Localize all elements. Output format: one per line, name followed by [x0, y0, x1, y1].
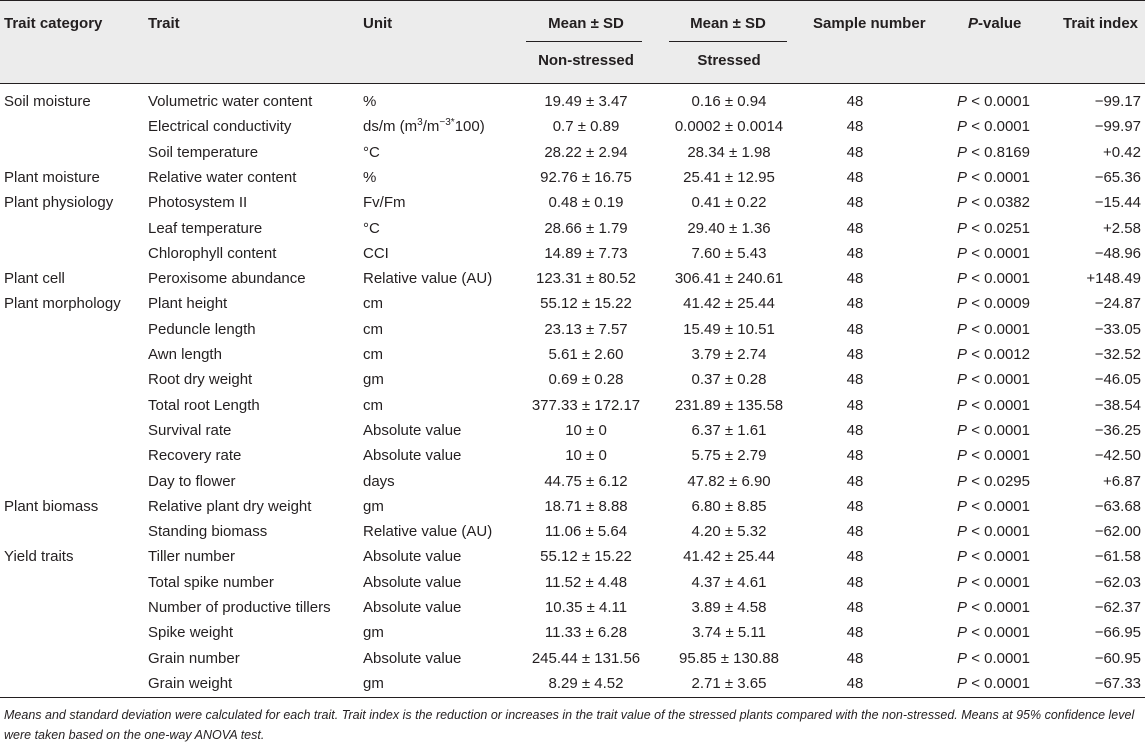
- p-symbol: P: [957, 295, 968, 313]
- cell-mean-non-stressed: 5.61 ± 2.60: [548, 346, 624, 363]
- p-value-text: < 0.0001: [971, 244, 1030, 262]
- p-value-text: < 0.0251: [971, 219, 1030, 237]
- p-value-text: < 0.0001: [971, 93, 1030, 110]
- p-value-text: < 0.0001: [971, 624, 1030, 642]
- cell-unit: gm: [363, 371, 384, 389]
- cell-trait-index: −62.00: [1094, 523, 1141, 541]
- cell-trait: Awn length: [148, 346, 222, 363]
- p-symbol: P: [957, 118, 968, 136]
- p-symbol: P: [957, 270, 968, 288]
- table-row: [0, 620, 1145, 645]
- cell-p-value: [957, 321, 1030, 338]
- cell-p-value: [957, 397, 1030, 414]
- cell-mean-stressed: 3.89 ± 4.58: [691, 599, 767, 616]
- cell-sample-number: 48: [846, 346, 864, 363]
- header-stressed: Stressed: [697, 52, 761, 69]
- cell-sample-number: 48: [846, 168, 864, 186]
- cell-sample-number: 48: [846, 143, 864, 161]
- table-row: [0, 519, 1145, 544]
- table-footnote: Means and standard deviation were calculated for each trait. Trait index is the reduction or increases in the trait value of the stressed plants compared with the non-stressed. Means at 95% confidence level were taken based on the one-way ANOVA test.: [4, 708, 1135, 742]
- cell-mean-stressed: 41.42 ± 25.44: [683, 548, 775, 566]
- table-row: [0, 469, 1145, 494]
- cell-unit: Absolute value: [363, 649, 462, 667]
- cell-p-value: [957, 118, 1030, 135]
- cell-mean-stressed: 4.20 ± 5.32: [691, 523, 767, 541]
- cell-sample-number: 48: [846, 523, 864, 541]
- cell-trait: Plant height: [148, 295, 228, 313]
- cell-mean-stressed: 231.89 ± 135.58: [674, 396, 784, 414]
- p-value-text: < 0.0001: [971, 573, 1030, 591]
- cell-sample-number: 48: [846, 447, 864, 465]
- table-row: [0, 241, 1145, 266]
- p-value-text: < 0.0001: [971, 270, 1030, 288]
- cell-mean-stressed: 5.75 ± 2.79: [691, 447, 767, 465]
- cell-mean-stressed: 6.80 ± 8.85: [691, 497, 767, 515]
- cell-mean-stressed: 41.42 ± 25.44: [683, 295, 775, 313]
- p-value-text: < 0.0001: [971, 421, 1030, 439]
- cell-sample-number: 48: [846, 270, 864, 288]
- p-symbol: P: [957, 320, 968, 338]
- cell-unit: °C: [363, 143, 380, 161]
- header-trait-index: Trait index: [1063, 15, 1139, 32]
- cell-p-value: [957, 245, 1030, 262]
- cell-mean-non-stressed: 0.7 ± 0.89: [552, 118, 620, 136]
- cell-sample-number: 48: [846, 497, 864, 515]
- cell-unit: cm: [363, 396, 383, 414]
- p-value-text: < 0.0012: [971, 346, 1030, 363]
- cell-sample-number: 48: [846, 93, 864, 110]
- cell-trait-index: −66.95: [1094, 624, 1141, 642]
- table-row: [0, 418, 1145, 443]
- table-row: [0, 317, 1145, 342]
- cell-trait: Relative plant dry weight: [148, 497, 312, 515]
- cell-sample-number: 48: [846, 396, 864, 414]
- p-symbol: P: [957, 599, 968, 616]
- cell-p-value: [957, 599, 1030, 616]
- cell-p-value: [957, 624, 1030, 641]
- cell-trait: Day to flower: [148, 472, 236, 490]
- table-row: [0, 570, 1145, 595]
- cell-trait: Relative water content: [148, 168, 297, 186]
- cell-trait-index: −24.87: [1094, 295, 1141, 313]
- p-value-text: < 0.0009: [971, 295, 1030, 313]
- unit-part: −3*: [439, 117, 455, 129]
- cell-mean-stressed: 6.37 ± 1.61: [691, 421, 767, 439]
- cell-p-value: [957, 93, 1030, 110]
- p-value-text: < 0.0001: [971, 371, 1030, 389]
- cell-mean-non-stressed: 55.12 ± 15.22: [540, 295, 632, 313]
- cell-sample-number: 48: [846, 674, 864, 692]
- cell-unit: [363, 118, 485, 135]
- cell-sample-number: 48: [846, 573, 864, 591]
- cell-mean-non-stressed: 10 ± 0: [565, 421, 607, 439]
- cell-trait-category: Plant biomass: [4, 497, 99, 515]
- cell-unit: gm: [363, 624, 384, 642]
- p-symbol: P: [957, 168, 968, 186]
- cell-p-value: [957, 574, 1030, 591]
- cell-unit: Relative value (AU): [363, 270, 493, 288]
- unit-part: ds/m (m: [363, 118, 418, 136]
- cell-p-value: [957, 169, 1030, 186]
- cell-mean-stressed: 4.37 ± 4.61: [691, 573, 767, 591]
- cell-sample-number: 48: [846, 421, 864, 439]
- p-value-text: < 0.0001: [971, 649, 1030, 667]
- table-row: [0, 89, 1145, 114]
- cell-p-value: [957, 498, 1030, 515]
- table-bottom-rule: [0, 697, 1145, 698]
- cell-p-value: [957, 346, 1030, 363]
- table-header: [0, 0, 1145, 84]
- cell-p-value: [957, 220, 1030, 237]
- header-p-value: P-value: [968, 15, 1022, 32]
- cell-unit: %: [363, 93, 377, 110]
- table-row: [0, 367, 1145, 392]
- table-row: [0, 595, 1145, 620]
- p-value-text: < 0.8169: [971, 143, 1030, 161]
- unit-part: 3: [417, 117, 423, 129]
- cell-unit: %: [363, 168, 377, 186]
- p-symbol: P: [957, 93, 968, 110]
- table-row: [0, 443, 1145, 468]
- p-symbol: P: [957, 346, 968, 363]
- cell-mean-non-stressed: 55.12 ± 15.22: [540, 548, 632, 566]
- p-symbol: P: [957, 674, 968, 692]
- cell-mean-stressed: 28.34 ± 1.98: [687, 143, 771, 161]
- cell-unit: CCI: [363, 244, 389, 262]
- cell-sample-number: 48: [846, 320, 864, 338]
- cell-sample-number: 48: [846, 599, 864, 616]
- cell-unit: Relative value (AU): [363, 523, 493, 541]
- table-row: [0, 165, 1145, 190]
- cell-mean-non-stressed: 123.31 ± 80.52: [536, 270, 636, 288]
- cell-trait: Peroxisome abundance: [148, 270, 306, 288]
- cell-mean-stressed: 0.41 ± 0.22: [691, 194, 767, 212]
- cell-mean-stressed: 0.0002 ± 0.0014: [674, 118, 784, 136]
- cell-mean-non-stressed: 10.35 ± 4.11: [544, 599, 628, 616]
- cell-p-value: [957, 447, 1030, 464]
- p-value-text: < 0.0001: [971, 497, 1030, 515]
- p-symbol: P: [957, 548, 968, 566]
- cell-sample-number: 48: [846, 548, 864, 566]
- cell-mean-non-stressed: 18.71 ± 8.88: [544, 497, 628, 515]
- cell-trait-index: +148.49: [1086, 270, 1141, 288]
- cell-mean-stressed: 25.41 ± 12.95: [683, 168, 775, 186]
- cell-trait-index: −15.44: [1094, 194, 1141, 212]
- cell-unit: Absolute value: [363, 573, 462, 591]
- header-non-stressed: Non-stressed: [538, 52, 634, 69]
- header-mean-sd-stressed: Mean ± SD: [690, 15, 766, 32]
- cell-mean-non-stressed: 23.13 ± 7.57: [544, 320, 628, 338]
- cell-mean-non-stressed: 0.69 ± 0.28: [548, 371, 624, 389]
- cell-trait: Soil temperature: [148, 143, 259, 161]
- cell-trait-category: Yield traits: [4, 548, 74, 566]
- cell-trait-index: +0.42: [1103, 143, 1141, 161]
- cell-trait-index: −46.05: [1094, 371, 1141, 389]
- p-value-text: < 0.0001: [971, 320, 1030, 338]
- table-row: [0, 393, 1145, 418]
- p-value-text: < 0.0001: [971, 118, 1030, 136]
- header-unit: Unit: [363, 15, 393, 32]
- p-symbol: P: [957, 421, 968, 439]
- cell-trait: Root dry weight: [148, 371, 253, 389]
- cell-sample-number: 48: [846, 194, 864, 212]
- cell-mean-non-stressed: 0.48 ± 0.19: [548, 194, 624, 212]
- p-value-text: < 0.0001: [971, 674, 1030, 692]
- cell-trait: Grain weight: [148, 674, 233, 692]
- p-symbol: P: [957, 396, 968, 414]
- cell-trait: Volumetric water content: [148, 93, 313, 110]
- cell-mean-stressed: 95.85 ± 130.88: [679, 649, 779, 667]
- cell-trait-category: Plant moisture: [4, 168, 100, 186]
- p-value-text: < 0.0001: [971, 523, 1030, 541]
- table-row: [0, 494, 1145, 519]
- cell-p-value: [957, 371, 1030, 388]
- cell-trait-index: +2.58: [1103, 219, 1141, 237]
- cell-sample-number: 48: [846, 295, 864, 313]
- cell-mean-stressed: 3.74 ± 5.11: [692, 624, 766, 642]
- cell-p-value: [957, 422, 1030, 439]
- cell-trait-index: −63.68: [1094, 497, 1141, 515]
- cell-mean-stressed: 2.71 ± 3.65: [691, 674, 767, 692]
- p-value-text: < 0.0001: [971, 447, 1030, 465]
- p-symbol: P: [957, 573, 968, 591]
- cell-mean-non-stressed: 8.29 ± 4.52: [548, 674, 624, 692]
- header-mean-sd-non-stressed: Mean ± SD: [548, 15, 624, 32]
- p-value-text: < 0.0001: [971, 168, 1030, 186]
- cell-trait-index: −67.33: [1094, 674, 1141, 692]
- cell-unit: °C: [363, 219, 380, 237]
- cell-trait-index: −42.50: [1094, 447, 1141, 465]
- cell-mean-stressed: 47.82 ± 6.90: [687, 472, 771, 490]
- table-row: [0, 216, 1145, 241]
- table-row: [0, 291, 1145, 316]
- p-value-text: < 0.0001: [971, 396, 1030, 414]
- cell-trait: Photosystem II: [148, 194, 248, 212]
- table-row: [0, 266, 1145, 291]
- header-underline-non-stressed: [526, 41, 642, 42]
- header-trait: Trait: [148, 15, 180, 32]
- cell-p-value: [957, 650, 1030, 667]
- cell-mean-non-stressed: 44.75 ± 6.12: [544, 472, 628, 490]
- p-value-text: < 0.0001: [971, 548, 1030, 566]
- cell-sample-number: 48: [846, 624, 864, 642]
- cell-sample-number: 48: [846, 244, 864, 262]
- cell-trait-index: −36.25: [1094, 421, 1141, 439]
- table-row: [0, 190, 1145, 215]
- cell-mean-stressed: 7.60 ± 5.43: [691, 244, 767, 262]
- cell-trait: Standing biomass: [148, 523, 268, 541]
- cell-unit: days: [363, 472, 395, 490]
- cell-trait-category: Plant morphology: [4, 295, 121, 313]
- cell-trait: Grain number: [148, 649, 240, 667]
- table-row: [0, 646, 1145, 671]
- cell-trait-category: Plant cell: [4, 270, 65, 288]
- cell-unit: gm: [363, 497, 384, 515]
- cell-unit: Fv/Fm: [363, 194, 406, 212]
- cell-trait: Chlorophyll content: [148, 244, 277, 262]
- cell-unit: Absolute value: [363, 599, 462, 616]
- cell-trait-index: +6.87: [1103, 472, 1141, 490]
- cell-mean-non-stressed: 245.44 ± 131.56: [531, 649, 641, 667]
- cell-sample-number: 48: [846, 472, 864, 490]
- p-symbol: P: [957, 219, 968, 237]
- header-trait-category: Trait category: [4, 15, 103, 32]
- p-symbol: P: [957, 244, 968, 262]
- table-row: [0, 671, 1145, 696]
- cell-trait-index: −65.36: [1094, 168, 1141, 186]
- cell-p-value: [957, 675, 1030, 692]
- cell-trait-index: −32.52: [1094, 346, 1141, 363]
- p-symbol: P: [957, 497, 968, 515]
- cell-unit: Absolute value: [363, 548, 462, 566]
- cell-mean-non-stressed: 14.89 ± 7.73: [544, 244, 628, 262]
- cell-trait-index: −60.95: [1094, 649, 1141, 667]
- cell-trait-index: −61.58: [1094, 548, 1141, 566]
- cell-mean-non-stressed: 10 ± 0: [565, 447, 607, 465]
- p-symbol: P: [957, 523, 968, 541]
- cell-p-value: [957, 270, 1030, 287]
- cell-mean-non-stressed: 19.49 ± 3.47: [544, 93, 628, 110]
- cell-trait-category: Soil moisture: [4, 93, 91, 110]
- cell-trait: Electrical conductivity: [148, 118, 292, 136]
- cell-p-value: [957, 144, 1030, 161]
- p-value-text: < 0.0295: [971, 472, 1030, 490]
- cell-trait-index: −99.17: [1094, 93, 1141, 110]
- table-row: [0, 114, 1145, 139]
- cell-mean-stressed: 306.41 ± 240.61: [674, 270, 784, 288]
- table-row: [0, 544, 1145, 569]
- cell-unit: cm: [363, 320, 383, 338]
- cell-trait: Total spike number: [148, 573, 274, 591]
- cell-p-value: [957, 194, 1030, 211]
- header-sample-number: Sample number: [813, 15, 926, 32]
- cell-trait: Peduncle length: [148, 320, 256, 338]
- cell-sample-number: 48: [846, 649, 864, 667]
- cell-trait: Tiller number: [148, 548, 235, 566]
- p-symbol: P: [957, 371, 968, 389]
- cell-trait-index: −38.54: [1094, 396, 1141, 414]
- cell-trait: Number of productive tillers: [148, 599, 331, 616]
- cell-mean-stressed: 29.40 ± 1.36: [687, 219, 771, 237]
- cell-unit: Absolute value: [363, 421, 462, 439]
- cell-unit: gm: [363, 674, 384, 692]
- cell-trait: Total root Length: [148, 396, 260, 414]
- cell-sample-number: 48: [846, 219, 864, 237]
- p-symbol: P: [957, 447, 968, 465]
- table-row: [0, 140, 1145, 165]
- cell-mean-non-stressed: 11.33 ± 6.28: [544, 624, 628, 642]
- cell-mean-non-stressed: 28.66 ± 1.79: [544, 219, 628, 237]
- cell-trait-index: −48.96: [1094, 244, 1141, 262]
- cell-p-value: [957, 473, 1030, 490]
- unit-part: 100): [454, 118, 485, 136]
- cell-mean-stressed: 0.37 ± 0.28: [691, 371, 767, 389]
- cell-mean-stressed: 3.79 ± 2.74: [691, 346, 767, 363]
- cell-trait: Spike weight: [148, 624, 234, 642]
- cell-trait-index: −62.37: [1094, 599, 1141, 616]
- cell-p-value: [957, 295, 1030, 312]
- cell-unit: Absolute value: [363, 447, 462, 465]
- cell-mean-non-stressed: 11.52 ± 4.48: [544, 573, 628, 591]
- cell-trait-index: −33.05: [1094, 320, 1141, 338]
- p-symbol: P: [957, 143, 968, 161]
- cell-mean-non-stressed: 92.76 ± 16.75: [540, 168, 632, 186]
- p-symbol: P: [957, 624, 968, 642]
- cell-sample-number: 48: [846, 371, 864, 389]
- table-row: [0, 342, 1145, 367]
- cell-trait-index: −62.03: [1094, 573, 1141, 591]
- p-symbol: P: [957, 472, 968, 490]
- p-symbol: P: [957, 649, 968, 667]
- cell-trait: Leaf temperature: [148, 219, 263, 237]
- cell-unit: cm: [363, 295, 383, 313]
- cell-mean-stressed: 0.16 ± 0.94: [691, 93, 767, 110]
- header-underline-stressed: [669, 41, 787, 42]
- cell-p-value: [957, 523, 1030, 540]
- cell-mean-stressed: 15.49 ± 10.51: [683, 320, 775, 338]
- cell-mean-non-stressed: 28.22 ± 2.94: [544, 143, 628, 161]
- p-value-text: < 0.0382: [971, 194, 1030, 212]
- unit-part: /m: [422, 118, 440, 136]
- cell-sample-number: 48: [846, 118, 864, 136]
- cell-trait: Survival rate: [148, 421, 232, 439]
- cell-trait: Recovery rate: [148, 447, 242, 465]
- cell-p-value: [957, 548, 1030, 565]
- cell-mean-non-stressed: 377.33 ± 172.17: [531, 396, 641, 414]
- cell-unit: cm: [363, 346, 383, 363]
- p-value-text: < 0.0001: [971, 599, 1030, 616]
- cell-mean-non-stressed: 11.06 ± 5.64: [544, 523, 628, 541]
- p-symbol: P: [957, 194, 968, 212]
- cell-trait-category: Plant physiology: [4, 194, 114, 212]
- cell-trait-index: −99.97: [1094, 118, 1141, 136]
